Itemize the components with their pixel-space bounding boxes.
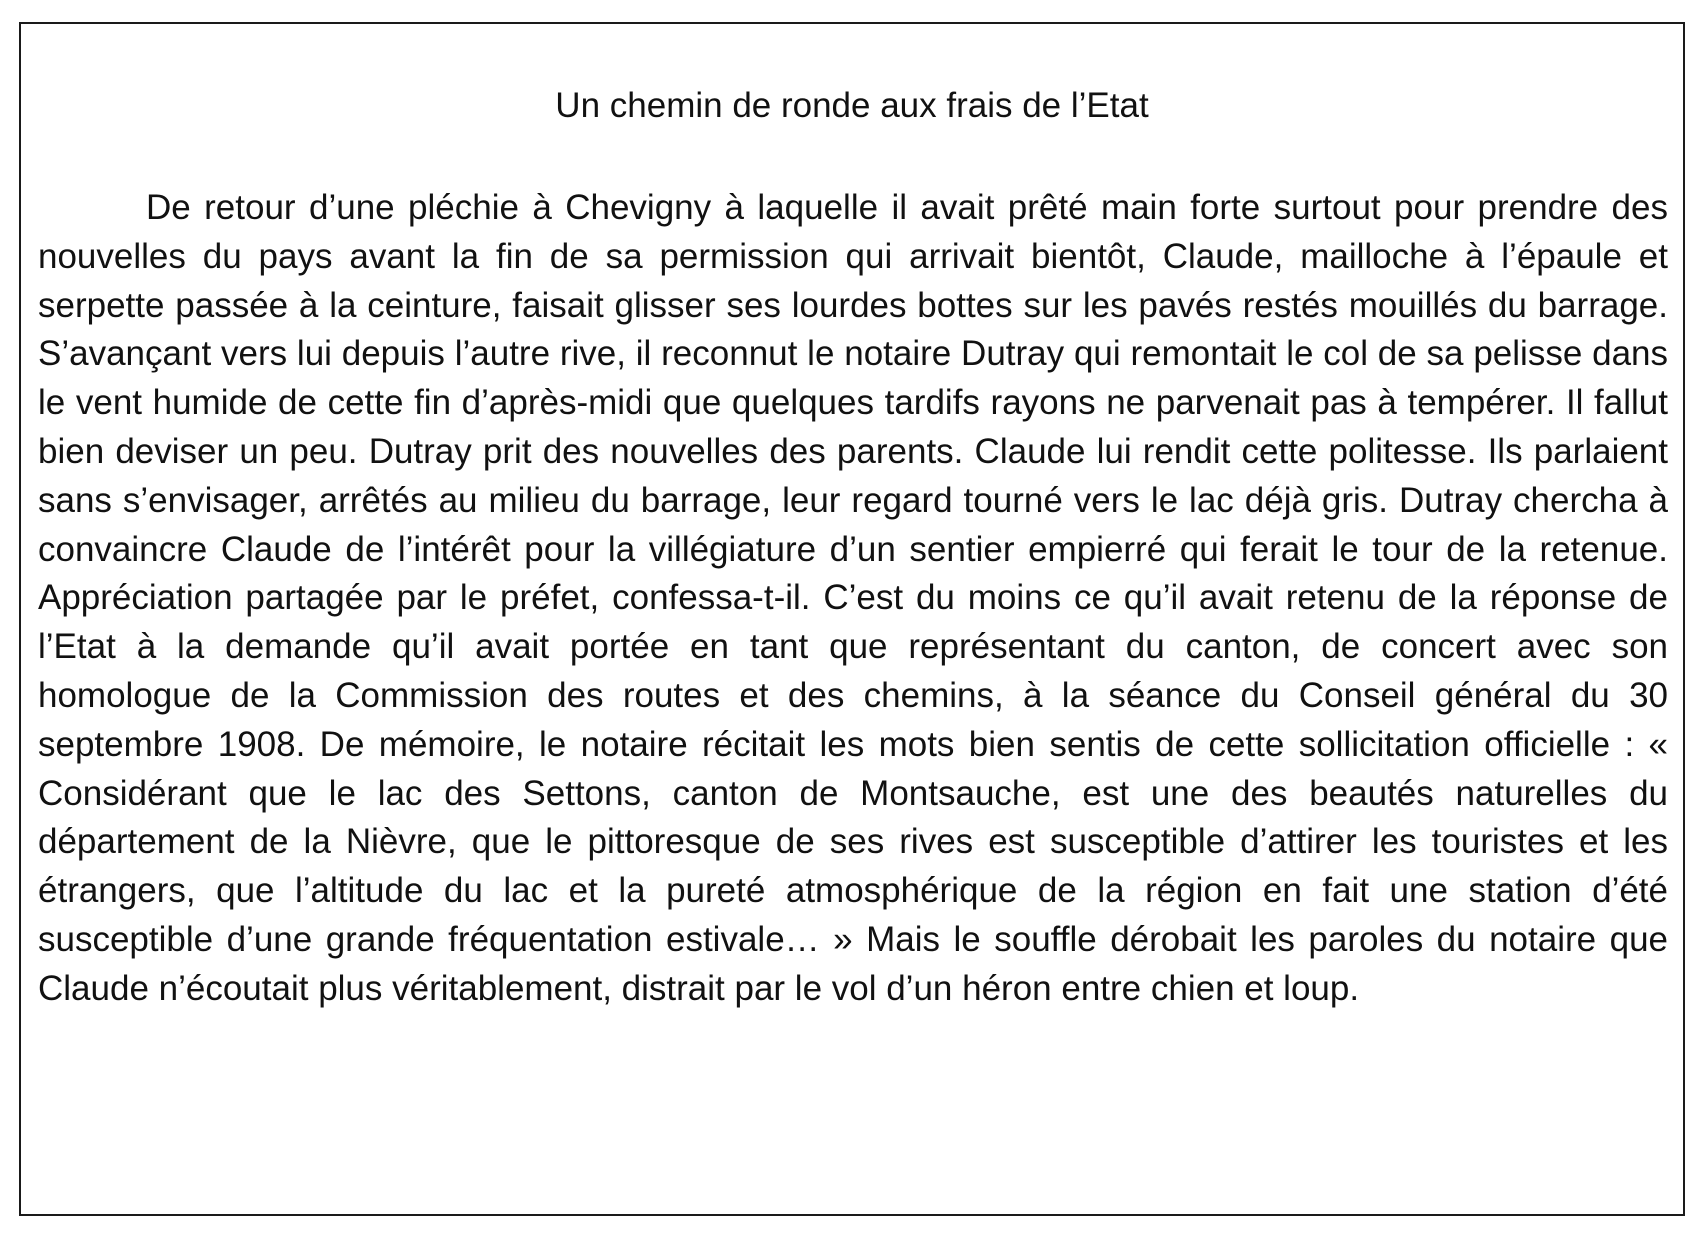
document-title: Un chemin de ronde aux frais de l’Etat — [555, 86, 1149, 125]
document-frame — [19, 22, 1685, 1216]
document-paragraph: De retour d’une pléchie à Chevigny à laquelle il avait prêté main forte surtout pour prendre des nouvelles du pays avant la fin de sa permission qui arrivait bientôt, Claude, mailloche à l’épaule et serpette passée à la ceinture, faisait glisser ses lourdes bottes sur les pavés restés mouillés du barrage. S’avançant vers lui depuis l’autre rive, il reconnut le notaire Dutray qui remontait le col de sa pelisse dans le vent humide de cette fin d’après-midi que quelques tardifs rayons ne parvenait pas à tempérer. Il fallut bien deviser un peu. Dutray prit des nouvelles des parents. Claude lui rendit cette politesse. Ils parlaient sans s’envisager, arrêtés au milieu du barrage, leur regard tourné vers le lac déjà gris. Dutray chercha à convaincre Claude de l’intérêt pour la villégiature d’un sentier empierré qui ferait le tour de la retenue. Appréciation partagée par le préfet, confessa-t-il. C’est du moins ce qu’il avait retenu de la réponse de l’Etat à la demande qu’il avait portée en tant que représentant du canton, de concert avec son homologue de la Commission des routes et des chemins, à la séance du Conseil général du 30 septembre 1908. De mémoire, le notaire récitait les mots bien sentis de cette sollicitation officielle : « Considérant que le lac des Settons, canton de Montsauche, est une des beautés naturelles du département de la Nièvre, que le pittoresque de ses rives est susceptible d’attirer les touristes et les étrangers, que l’altitude du lac et la pureté atmosphérique de la région en fait une station d’été susceptible d’une grande fréquentation estivale… » Mais le souffle dérobait les paroles du notaire que Claude n’écoutait plus véritablement, distrait par le vol d’un héron entre chien et loup. — [38, 188, 1668, 1008]
